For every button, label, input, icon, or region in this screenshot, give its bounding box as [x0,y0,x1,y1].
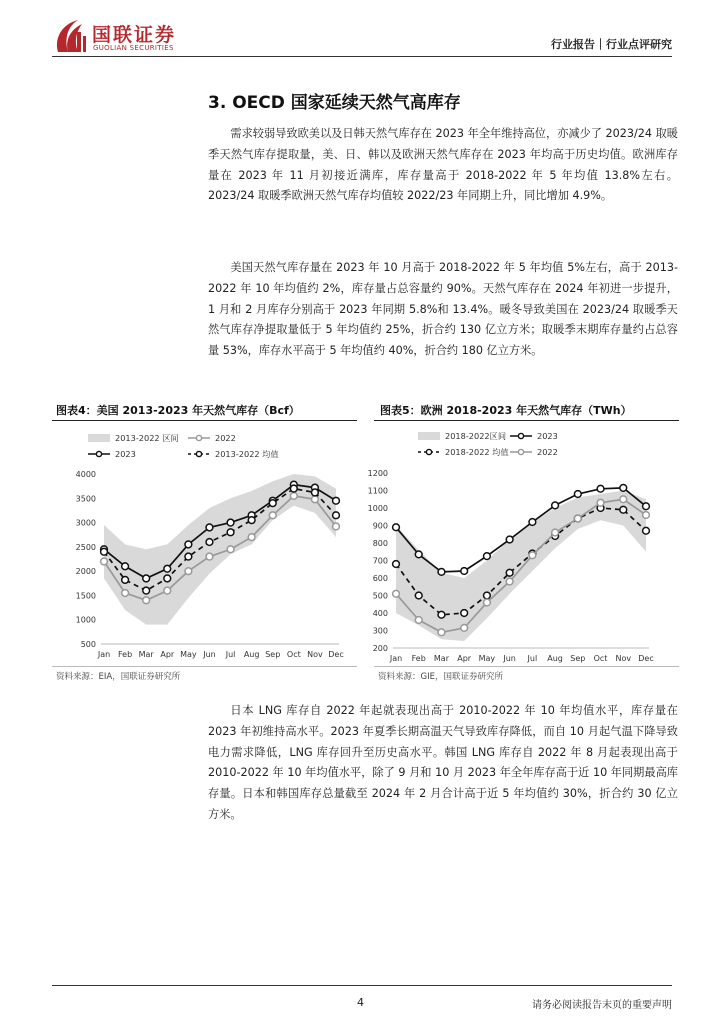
data-point [643,512,650,519]
y-tick-label: 900 [372,521,388,531]
data-point [552,529,559,536]
legend-swatch-marker [426,449,431,454]
legend-entry [418,447,509,457]
legend-label: 2018-2022区间 [445,431,507,441]
data-point [164,565,171,572]
y-tick-label: 500 [80,640,96,649]
page-header [0,0,724,58]
x-tick-label: Oct [286,650,301,659]
data-point [415,592,422,599]
data-point [227,519,234,526]
data-point [574,515,581,522]
logo-text-en: GUOLIAN SECURITIES [93,44,174,52]
x-tick-label: May [478,654,496,663]
data-point [122,590,129,597]
data-point [393,524,400,531]
data-point [185,553,192,560]
x-tick-label: Jan [389,654,403,663]
data-point [597,485,604,492]
paragraph-3: 日本 LNG 库存自 2022 年起就表现出高于 2010-2022 年 10 年均值水平，库存量在 2023 年初维持高水平。2023 年夏季长期高温天气导致库存降低，而自 10 月起气温下降导致电力需求降低，LNG 库存回升至历史高水平。韩国 LNG 库存自 2022 年 8 月起表现出高于 2010-2022 年 10 年均值水平，除了 9 月和 10 月 2023 年全年库存高于近 10 年同期最高库存量。日本和韩国库存总量截至 2024 年 2 月合计高于近 5 年均值约 30%，折合约 30 亿立方米。 [208,704,678,821]
x-tick-label: Mar [433,654,450,663]
figure-5-title: 图表5：欧洲 2018-2023 年天然气库存（TWh） [380,404,632,417]
data-point [393,561,400,568]
data-point [438,568,445,575]
figure-5-divider [374,420,679,421]
y-tick-label: 1000 [367,504,388,513]
data-point [248,517,255,524]
y-tick-label: 500 [372,591,388,601]
legend-entry [510,431,558,441]
legend-entry [188,433,236,443]
paragraph-1: 需求较弱导致欧美以及日韩天然气库存在 2023 年全年维持高位，亦减少了 2023/24 取暖季天然气库存提取量，美、日、韩以及欧洲天然气库存在 2023 年均高于历史均值。欧洲库存量在 2023 年 11 月初接近满库，库存量高于 2018-2022 年 5 年均值 13.8%左右。2023/24 取暖季欧洲天然气库存均值较 2022/23 年同期上升，同比增加 4.9%。 [208,127,678,203]
data-point [312,489,319,496]
y-tick-label: 400 [372,609,388,618]
y-tick-label: 700 [372,556,388,566]
y-tick-label: 2500 [75,542,96,552]
legend-swatch-marker [96,451,101,456]
data-point [206,553,213,560]
section-title: 3. OECD 国家延续天然气高库存 [208,93,461,113]
report-category: 行业报告｜行业点评研究 [551,38,672,51]
legend-entry [188,449,279,459]
data-point [101,548,108,555]
y-tick-label: 1500 [75,591,96,601]
data-point [248,534,255,541]
x-tick-label: Mar [138,650,154,659]
eu-gas-storage-chart [367,424,680,664]
legend-swatch-marker [196,435,201,440]
data-point [438,629,445,636]
data-point [164,587,171,594]
data-point [333,497,340,504]
logo-mark-icon [52,18,88,54]
legend-swatch-marker [518,449,523,454]
footer-disclaimer: 请务必阅读报告末页的重要声明 [532,1000,672,1011]
data-point [484,599,491,606]
legend-label: 2023 [537,431,558,441]
x-tick-label: May [180,650,197,659]
legend-entry [418,431,506,441]
data-point [484,592,491,599]
data-point [206,524,213,531]
data-point [269,500,276,507]
y-tick-label: 1000 [75,615,96,625]
legend-entry [88,449,136,459]
legend-swatch-marker [196,451,201,456]
logo-text-cn: 国联证券 [92,24,177,46]
y-tick-label: 1200 [367,469,388,478]
data-point [206,539,213,546]
x-tick-label: Aug [243,650,260,659]
legend-swatch-marker [518,433,523,438]
x-tick-label: Jul [527,654,538,663]
data-point [461,624,468,631]
data-point [333,523,340,530]
data-point [185,541,192,548]
data-point [484,553,491,560]
data-point [333,512,340,519]
data-point [506,578,513,585]
figure-5-source-divider [374,666,679,667]
legend-label: 2018-2022 均值 [445,447,509,457]
figure-4-title: 图表4：美国 2013-2023 年天然气库存（Bcf） [56,404,300,417]
y-tick-label: 3000 [75,518,96,528]
figure-4-source-divider [52,666,357,667]
data-point [415,617,422,624]
data-point [269,512,276,519]
x-tick-label: Apr [160,650,175,659]
data-point [574,491,581,498]
footer-divider [52,985,672,986]
y-tick-label: 200 [372,644,388,653]
data-point [227,529,234,536]
data-point [143,587,150,594]
legend-entry [88,433,179,443]
legend-label: 2022 [537,447,558,457]
x-tick-label: Sep [570,654,586,663]
legend-entry [510,447,558,457]
x-tick-label: Sep [265,650,281,659]
x-tick-label: Dec [328,650,344,659]
data-point [506,569,513,576]
y-tick-label: 600 [372,574,388,583]
data-point [620,506,627,513]
data-point [122,563,129,570]
legend-label: 2022 [215,433,236,443]
data-point [101,558,108,565]
data-point [227,546,234,553]
data-point [290,485,297,492]
data-point [620,496,627,503]
legend-swatch-band [88,434,110,442]
x-tick-label: Jan [97,650,111,659]
legend-swatch-band [418,432,440,440]
y-tick-label: 800 [372,539,388,548]
data-point [185,568,192,575]
legend-label: 2023 [115,449,136,459]
figure-4-source: 资料来源：EIA，国联证券研究所 [56,672,181,682]
legend-label: 2013-2022 区间 [115,433,179,443]
company-logo [52,18,202,54]
x-tick-label: Feb [411,654,426,663]
x-tick-label: Jul [225,650,236,659]
x-tick-label: Aug [547,654,563,663]
paragraph-2: 美国天然气库存量在 2023 年 10 月高于 2018-2022 年 5 年均值 5%左右，高于 2013-2022 年 10 年均值约 2%，库存量占总容量约 90%。天然气库存在 2024 年初进一步提升，1 月和 2 月库存分别高于 2023 年同期 5.8%和 13.4%。暖冬导致美国在 2023/24 取暖季天然气库存净提取量低于 5 年均值约 25%，折合约 130 亿立方米；取暖季末期库存量约占总容量 53%，库存水平高于 5 年均值约 40%，折合约 180 亿立方米。 [208,261,678,358]
page-number: 4 [357,996,364,1009]
y-tick-label: 1100 [367,486,388,496]
data-point [643,503,650,510]
x-tick-label: Nov [307,650,323,659]
x-tick-label: Jun [503,654,516,663]
data-point [597,499,604,506]
data-point [643,527,650,534]
data-point [143,597,150,604]
data-point [415,551,422,558]
x-tick-label: Feb [118,650,133,659]
data-point [122,576,129,583]
x-tick-label: Nov [615,654,632,663]
data-point [461,568,468,575]
data-point [438,611,445,618]
data-point [143,575,150,582]
data-point [393,590,400,597]
x-tick-label: Apr [457,654,472,663]
data-point [552,502,559,509]
data-point [290,492,297,499]
data-point [461,610,468,617]
data-point [529,552,536,559]
figure-5-source: 资料来源：GIE，国联证券研究所 [378,672,503,682]
data-point [529,519,536,526]
y-tick-label: 300 [372,626,388,636]
y-tick-label: 3500 [75,494,96,504]
figure-4-divider [52,420,357,421]
x-tick-label: Jun [203,650,216,659]
data-point [506,536,513,543]
data-point [312,496,319,503]
data-point [620,484,627,491]
data-point [164,575,171,582]
eu-chart-svg [367,424,680,664]
header-divider [52,56,672,57]
x-tick-label: Dec [638,654,654,663]
us-chart-svg [52,424,358,664]
x-tick-label: Oct [593,654,608,663]
us-gas-storage-chart [52,424,358,664]
y-tick-label: 2000 [75,567,96,577]
y-tick-label: 4000 [75,470,96,479]
legend-label: 2013-2022 均值 [215,449,279,459]
